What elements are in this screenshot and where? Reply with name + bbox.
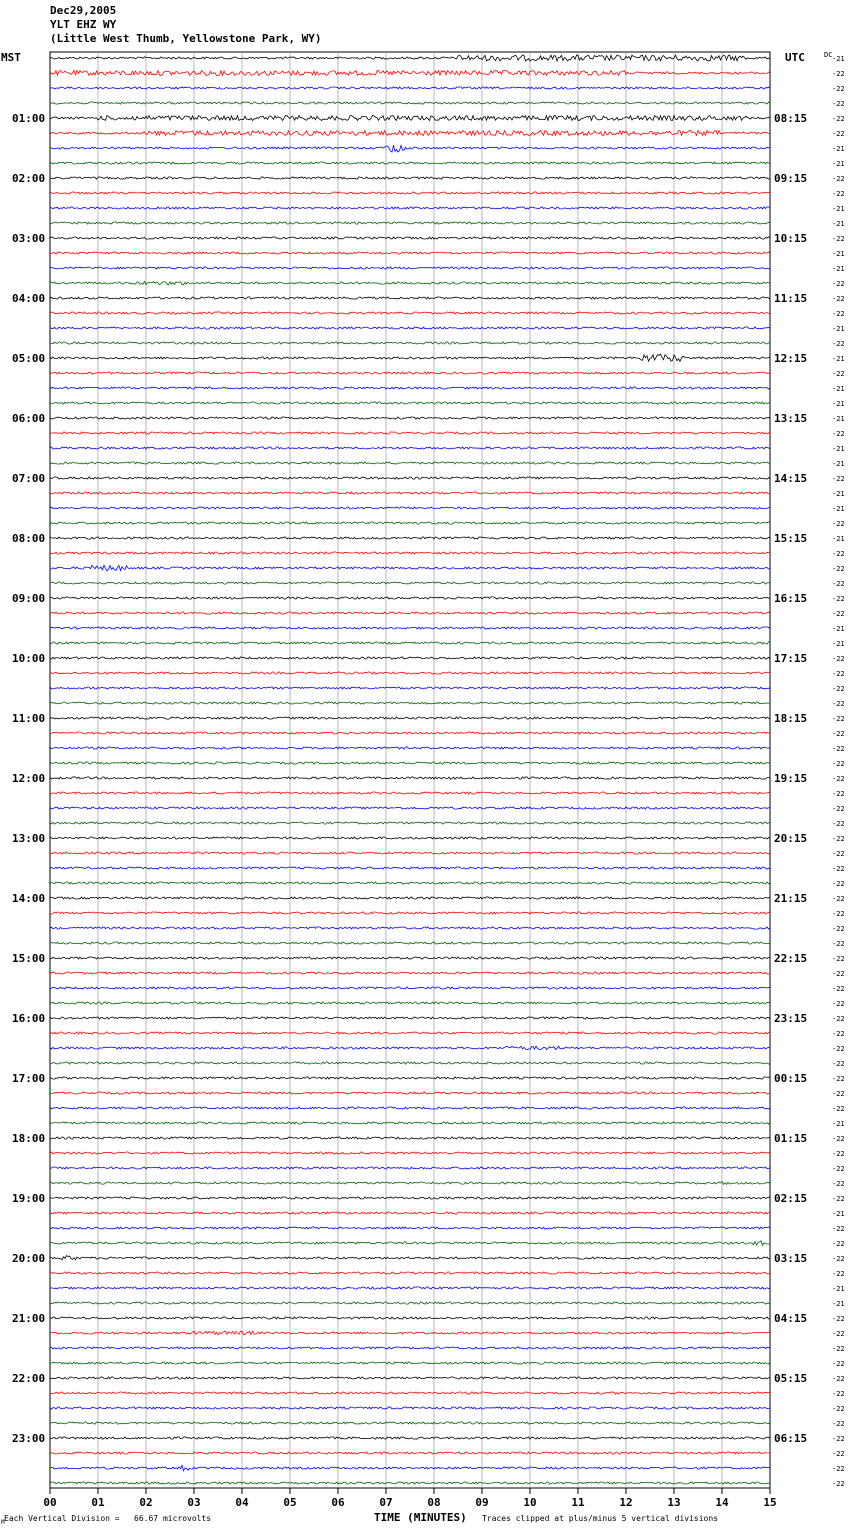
right-hour-label: 23:15 bbox=[774, 1012, 808, 1025]
right-hour-label: 21:15 bbox=[774, 892, 808, 905]
dc-offset-label: -22 bbox=[832, 1345, 845, 1353]
dc-offset-label: -21 bbox=[832, 625, 845, 633]
right-hour-label: 17:15 bbox=[774, 652, 808, 665]
right-hour-label: 04:15 bbox=[774, 1312, 808, 1325]
station-label: YLT EHZ WY bbox=[50, 18, 117, 31]
dc-offset-label: -22 bbox=[832, 655, 845, 663]
dc-offset-label: -21 bbox=[832, 205, 845, 213]
dc-offset-label: -22 bbox=[832, 940, 845, 948]
trace-row-1 bbox=[50, 71, 770, 76]
right-hour-label: 15:15 bbox=[774, 532, 808, 545]
trace-row-26 bbox=[50, 447, 770, 449]
x-tick-label: 06 bbox=[331, 1496, 345, 1509]
right-hour-label: 05:15 bbox=[774, 1372, 808, 1385]
trace-row-76 bbox=[50, 1197, 770, 1199]
left-hour-label: 01:00 bbox=[12, 112, 46, 125]
trace-row-14 bbox=[50, 267, 770, 269]
trace-row-55 bbox=[50, 882, 770, 884]
left-hour-label: 17:00 bbox=[12, 1072, 46, 1085]
trace-row-16 bbox=[50, 297, 770, 299]
dc-offset-label: -22 bbox=[832, 370, 845, 378]
trace-row-13 bbox=[50, 252, 770, 254]
dc-offset-label: -22 bbox=[832, 715, 845, 723]
trace-row-45 bbox=[50, 732, 770, 734]
dc-offset-label: -22 bbox=[832, 1000, 845, 1008]
left-hour-label: 19:00 bbox=[12, 1192, 46, 1205]
dc-offset-label: -22 bbox=[832, 805, 845, 813]
left-hour-label: 06:00 bbox=[12, 412, 46, 425]
dc-offset-label: -21 bbox=[832, 1300, 845, 1308]
dc-offset-label: -22 bbox=[832, 595, 845, 603]
trace-row-69 bbox=[50, 1092, 770, 1094]
trace-row-22 bbox=[50, 387, 770, 389]
right-hour-label: 19:15 bbox=[774, 772, 808, 785]
dc-offset-label: -21 bbox=[832, 250, 845, 258]
right-hour-label: 09:15 bbox=[774, 172, 808, 185]
x-tick-label: 13 bbox=[667, 1496, 681, 1509]
right-hour-label: 02:15 bbox=[774, 1192, 808, 1205]
dc-offset-label: -22 bbox=[832, 1315, 845, 1323]
dc-offset-label: -21 bbox=[832, 220, 845, 228]
trace-row-59 bbox=[50, 942, 770, 944]
trace-row-77 bbox=[50, 1212, 770, 1214]
x-tick-label: 01 bbox=[91, 1496, 105, 1509]
x-tick-label: 12 bbox=[619, 1496, 633, 1509]
left-hour-label: 02:00 bbox=[12, 172, 46, 185]
trace-row-32 bbox=[50, 537, 770, 539]
trace-row-42 bbox=[50, 687, 770, 689]
trace-row-17 bbox=[50, 312, 770, 314]
trace-row-68 bbox=[50, 1077, 770, 1079]
left-hour-label: 11:00 bbox=[12, 712, 46, 725]
trace-row-70 bbox=[50, 1107, 770, 1109]
dc-offset-label: -22 bbox=[832, 1270, 845, 1278]
trace-row-2 bbox=[50, 87, 770, 89]
trace-row-92 bbox=[50, 1437, 770, 1439]
trace-row-23 bbox=[50, 402, 770, 404]
dc-offset-label: -22 bbox=[832, 430, 845, 438]
x-tick-label: 10 bbox=[523, 1496, 537, 1509]
dc-offset-label: -22 bbox=[832, 190, 845, 198]
trace-row-67 bbox=[50, 1062, 770, 1064]
trace-row-86 bbox=[50, 1347, 770, 1349]
trace-row-89 bbox=[50, 1392, 770, 1394]
trace-row-41 bbox=[50, 672, 770, 674]
dc-offset-label: -22 bbox=[832, 1045, 845, 1053]
dc-offset-label: -22 bbox=[832, 175, 845, 183]
left-hour-label: 12:00 bbox=[12, 772, 46, 785]
left-hour-label: 08:00 bbox=[12, 532, 46, 545]
left-hour-label: 03:00 bbox=[12, 232, 46, 245]
trace-row-28 bbox=[50, 477, 770, 479]
trace-row-36 bbox=[50, 597, 770, 599]
x-tick-label: 15 bbox=[763, 1496, 777, 1509]
dc-offset-label: -22 bbox=[832, 1375, 845, 1383]
left-hour-label: 10:00 bbox=[12, 652, 46, 665]
dc-offset-label: -21 bbox=[832, 415, 845, 423]
dc-offset-label: -22 bbox=[832, 235, 845, 243]
dc-offset-label: -22 bbox=[832, 955, 845, 963]
trace-row-80 bbox=[50, 1256, 770, 1260]
clip-note: Traces clipped at plus/minus 5 vertical divisions bbox=[482, 1514, 719, 1523]
right-hour-label: 16:15 bbox=[774, 592, 808, 605]
left-hour-label: 20:00 bbox=[12, 1252, 46, 1265]
dc-offset-label: -21 bbox=[832, 1210, 845, 1218]
dc-offset-label: -21 bbox=[832, 640, 845, 648]
trace-row-63 bbox=[50, 1002, 770, 1004]
trace-row-34 bbox=[50, 565, 770, 571]
dc-offset-label: -22 bbox=[832, 775, 845, 783]
dc-offset-label: -22 bbox=[832, 760, 845, 768]
location-label: (Little West Thumb, Yellowstone Park, WY) bbox=[50, 32, 322, 45]
trace-row-66 bbox=[50, 1046, 770, 1050]
dc-header-label: DC bbox=[824, 51, 833, 59]
date-label: Dec29,2005 bbox=[50, 4, 117, 17]
dc-offset-label: -22 bbox=[832, 1390, 845, 1398]
dc-offset-label: -22 bbox=[832, 910, 845, 918]
left-hour-label: 18:00 bbox=[12, 1132, 46, 1145]
dc-offset-label: -22 bbox=[832, 1030, 845, 1038]
dc-offset-label: -22 bbox=[832, 1180, 845, 1188]
trace-row-25 bbox=[50, 432, 770, 434]
dc-offset-label: -21 bbox=[832, 385, 845, 393]
x-tick-label: 14 bbox=[715, 1496, 729, 1509]
left-hour-label: 15:00 bbox=[12, 952, 46, 965]
trace-row-10 bbox=[50, 207, 770, 209]
left-hour-label: 05:00 bbox=[12, 352, 46, 365]
trace-row-21 bbox=[50, 372, 770, 374]
dc-offset-label: -21 bbox=[832, 265, 845, 273]
dc-offset-label: -22 bbox=[832, 70, 845, 78]
trace-row-53 bbox=[50, 852, 770, 854]
right-hour-label: 10:15 bbox=[774, 232, 808, 245]
trace-row-40 bbox=[50, 657, 770, 659]
trace-row-79 bbox=[50, 1241, 770, 1246]
right-hour-label: 22:15 bbox=[774, 952, 808, 965]
trace-row-64 bbox=[50, 1017, 770, 1019]
trace-row-11 bbox=[50, 222, 770, 224]
footer-mark: M bbox=[1, 1519, 5, 1526]
trace-row-93 bbox=[50, 1452, 770, 1454]
dc-offset-label: -21 bbox=[832, 1285, 845, 1293]
right-hour-label: 20:15 bbox=[774, 832, 808, 845]
trace-row-20 bbox=[50, 354, 770, 361]
dc-offset-label: -22 bbox=[832, 790, 845, 798]
dc-offset-label: -22 bbox=[832, 1450, 845, 1458]
trace-row-72 bbox=[50, 1137, 770, 1139]
trace-row-81 bbox=[50, 1272, 770, 1274]
trace-row-73 bbox=[50, 1152, 770, 1154]
dc-offset-label: -22 bbox=[832, 925, 845, 933]
dc-offset-label: -22 bbox=[832, 580, 845, 588]
trace-row-5 bbox=[50, 131, 770, 136]
dc-offset-label: -21 bbox=[832, 400, 845, 408]
right-hour-label: 14:15 bbox=[774, 472, 808, 485]
dc-offset-label: -22 bbox=[832, 295, 845, 303]
trace-row-91 bbox=[50, 1422, 770, 1424]
dc-offset-label: -21 bbox=[832, 460, 845, 468]
left-hour-label: 09:00 bbox=[12, 592, 46, 605]
trace-row-87 bbox=[50, 1362, 770, 1364]
dc-offset-label: -22 bbox=[832, 1255, 845, 1263]
dc-offset-label: -22 bbox=[832, 85, 845, 93]
dc-offset-label: -22 bbox=[832, 1330, 845, 1338]
dc-offset-label: -22 bbox=[832, 685, 845, 693]
x-tick-label: 03 bbox=[187, 1496, 201, 1509]
dc-offset-label: -22 bbox=[832, 835, 845, 843]
trace-row-57 bbox=[50, 912, 770, 914]
trace-row-47 bbox=[50, 762, 770, 764]
trace-row-71 bbox=[50, 1122, 770, 1124]
right-hour-label: 08:15 bbox=[774, 112, 808, 125]
dc-offset-label: -22 bbox=[832, 820, 845, 828]
right-hour-label: 13:15 bbox=[774, 412, 808, 425]
trace-row-48 bbox=[50, 777, 770, 779]
trace-row-90 bbox=[50, 1407, 770, 1409]
trace-row-15 bbox=[50, 281, 770, 285]
dc-offset-label: -22 bbox=[832, 1165, 845, 1173]
dc-offset-label: -22 bbox=[832, 1195, 845, 1203]
right-hour-label: 01:15 bbox=[774, 1132, 808, 1145]
dc-offset-label: -22 bbox=[832, 1150, 845, 1158]
trace-row-94 bbox=[50, 1465, 770, 1470]
left-timezone-label: MST bbox=[1, 51, 21, 64]
dc-offset-label: -22 bbox=[832, 1105, 845, 1113]
dc-offset-label: -22 bbox=[832, 895, 845, 903]
x-tick-label: 07 bbox=[379, 1496, 393, 1509]
trace-row-88 bbox=[50, 1377, 770, 1379]
dc-offset-label: -22 bbox=[832, 1465, 845, 1473]
dc-offset-label: -21 bbox=[832, 535, 845, 543]
x-tick-label: 09 bbox=[475, 1496, 489, 1509]
trace-row-0 bbox=[50, 55, 770, 61]
trace-row-33 bbox=[50, 552, 770, 554]
dc-offset-label: -21 bbox=[832, 355, 845, 363]
dc-offset-label: -22 bbox=[832, 520, 845, 528]
trace-row-3 bbox=[50, 102, 770, 104]
dc-offset-label: -22 bbox=[832, 745, 845, 753]
trace-row-35 bbox=[50, 582, 770, 584]
dc-offset-label: -22 bbox=[832, 550, 845, 558]
trace-row-39 bbox=[50, 642, 770, 644]
trace-row-56 bbox=[50, 897, 770, 899]
right-hour-label: 00:15 bbox=[774, 1072, 808, 1085]
trace-row-83 bbox=[50, 1302, 770, 1304]
right-hour-label: 03:15 bbox=[774, 1252, 808, 1265]
trace-row-27 bbox=[50, 462, 770, 464]
x-tick-label: 00 bbox=[43, 1496, 57, 1509]
trace-row-4 bbox=[50, 116, 770, 121]
trace-row-31 bbox=[50, 522, 770, 524]
x-tick-label: 02 bbox=[139, 1496, 153, 1509]
dc-offset-label: -22 bbox=[832, 1225, 845, 1233]
x-tick-label: 04 bbox=[235, 1496, 249, 1509]
right-hour-label: 18:15 bbox=[774, 712, 808, 725]
dc-offset-label: -22 bbox=[832, 1060, 845, 1068]
dc-offset-label: -22 bbox=[832, 115, 845, 123]
trace-row-6 bbox=[50, 145, 770, 152]
dc-offset-label: -22 bbox=[832, 730, 845, 738]
dc-offset-label: -22 bbox=[832, 1090, 845, 1098]
trace-row-60 bbox=[50, 957, 770, 959]
dc-offset-label: -21 bbox=[832, 1120, 845, 1128]
dc-offset-label: -22 bbox=[832, 610, 845, 618]
x-axis-label: TIME (MINUTES) bbox=[374, 1511, 467, 1524]
trace-row-8 bbox=[50, 177, 770, 179]
dc-offset-label: -22 bbox=[832, 1135, 845, 1143]
dc-offset-label: -22 bbox=[832, 985, 845, 993]
dc-offset-label: -22 bbox=[832, 280, 845, 288]
trace-row-78 bbox=[50, 1227, 770, 1229]
right-timezone-label: UTC bbox=[785, 51, 805, 64]
dc-offset-label: -22 bbox=[832, 865, 845, 873]
trace-row-18 bbox=[50, 327, 770, 329]
dc-offset-label: -22 bbox=[832, 310, 845, 318]
trace-row-61 bbox=[50, 972, 770, 974]
dc-offset-label: -21 bbox=[832, 145, 845, 153]
dc-offset-label: -22 bbox=[832, 670, 845, 678]
left-hour-label: 13:00 bbox=[12, 832, 46, 845]
trace-row-24 bbox=[50, 417, 770, 419]
scale-note: Each Vertical Division = 66.67 microvolts bbox=[4, 1514, 212, 1523]
dc-offset-label: -22 bbox=[832, 700, 845, 708]
trace-row-52 bbox=[50, 837, 770, 839]
trace-row-95 bbox=[50, 1482, 770, 1484]
trace-row-38 bbox=[50, 627, 770, 629]
trace-row-30 bbox=[50, 507, 770, 509]
trace-row-19 bbox=[50, 342, 770, 344]
dc-offset-label: -22 bbox=[832, 565, 845, 573]
trace-row-29 bbox=[50, 492, 770, 494]
left-hour-label: 14:00 bbox=[12, 892, 46, 905]
trace-row-58 bbox=[50, 927, 770, 929]
dc-offset-label: -21 bbox=[832, 55, 845, 63]
trace-row-82 bbox=[50, 1287, 770, 1289]
trace-row-46 bbox=[50, 747, 770, 749]
dc-offset-label: -22 bbox=[832, 1405, 845, 1413]
dc-offset-label: -21 bbox=[832, 505, 845, 513]
trace-row-51 bbox=[50, 822, 770, 824]
right-hour-label: 11:15 bbox=[774, 292, 808, 305]
left-hour-label: 07:00 bbox=[12, 472, 46, 485]
dc-offset-label: -22 bbox=[832, 1015, 845, 1023]
trace-row-7 bbox=[50, 162, 770, 164]
trace-row-37 bbox=[50, 612, 770, 614]
right-hour-label: 12:15 bbox=[774, 352, 808, 365]
trace-row-54 bbox=[50, 867, 770, 869]
x-tick-label: 11 bbox=[571, 1496, 585, 1509]
trace-row-85 bbox=[50, 1331, 770, 1335]
dc-offset-label: -21 bbox=[832, 325, 845, 333]
trace-row-12 bbox=[50, 237, 770, 239]
trace-row-74 bbox=[50, 1167, 770, 1169]
trace-row-43 bbox=[50, 702, 770, 704]
trace-row-84 bbox=[50, 1317, 770, 1319]
dc-offset-label: -21 bbox=[832, 490, 845, 498]
left-hour-label: 23:00 bbox=[12, 1432, 46, 1445]
dc-offset-label: -22 bbox=[832, 1435, 845, 1443]
left-hour-label: 16:00 bbox=[12, 1012, 46, 1025]
trace-row-75 bbox=[50, 1182, 770, 1185]
x-tick-label: 08 bbox=[427, 1496, 441, 1509]
dc-offset-label: -22 bbox=[832, 1360, 845, 1368]
trace-row-9 bbox=[50, 192, 770, 194]
dc-offset-label: -22 bbox=[832, 100, 845, 108]
trace-row-65 bbox=[50, 1032, 770, 1034]
dc-offset-label: -22 bbox=[832, 340, 845, 348]
dc-offset-label: -21 bbox=[832, 445, 845, 453]
dc-offset-label: -22 bbox=[832, 130, 845, 138]
left-hour-label: 22:00 bbox=[12, 1372, 46, 1385]
trace-row-44 bbox=[50, 717, 770, 719]
right-hour-label: 06:15 bbox=[774, 1432, 808, 1445]
trace-row-62 bbox=[50, 987, 770, 989]
left-hour-label: 04:00 bbox=[12, 292, 46, 305]
dc-offset-label: -21 bbox=[832, 160, 845, 168]
dc-offset-label: -22 bbox=[832, 970, 845, 978]
dc-offset-label: -22 bbox=[832, 475, 845, 483]
dc-offset-label: -22 bbox=[832, 1480, 845, 1488]
trace-row-49 bbox=[50, 792, 770, 794]
dc-offset-label: -22 bbox=[832, 1075, 845, 1083]
x-tick-label: 05 bbox=[283, 1496, 297, 1509]
left-hour-label: 21:00 bbox=[12, 1312, 46, 1325]
dc-offset-label: -22 bbox=[832, 880, 845, 888]
dc-offset-label: -22 bbox=[832, 850, 845, 858]
trace-row-50 bbox=[50, 807, 770, 809]
dc-offset-label: -22 bbox=[832, 1420, 845, 1428]
dc-offset-label: -22 bbox=[832, 1240, 845, 1248]
